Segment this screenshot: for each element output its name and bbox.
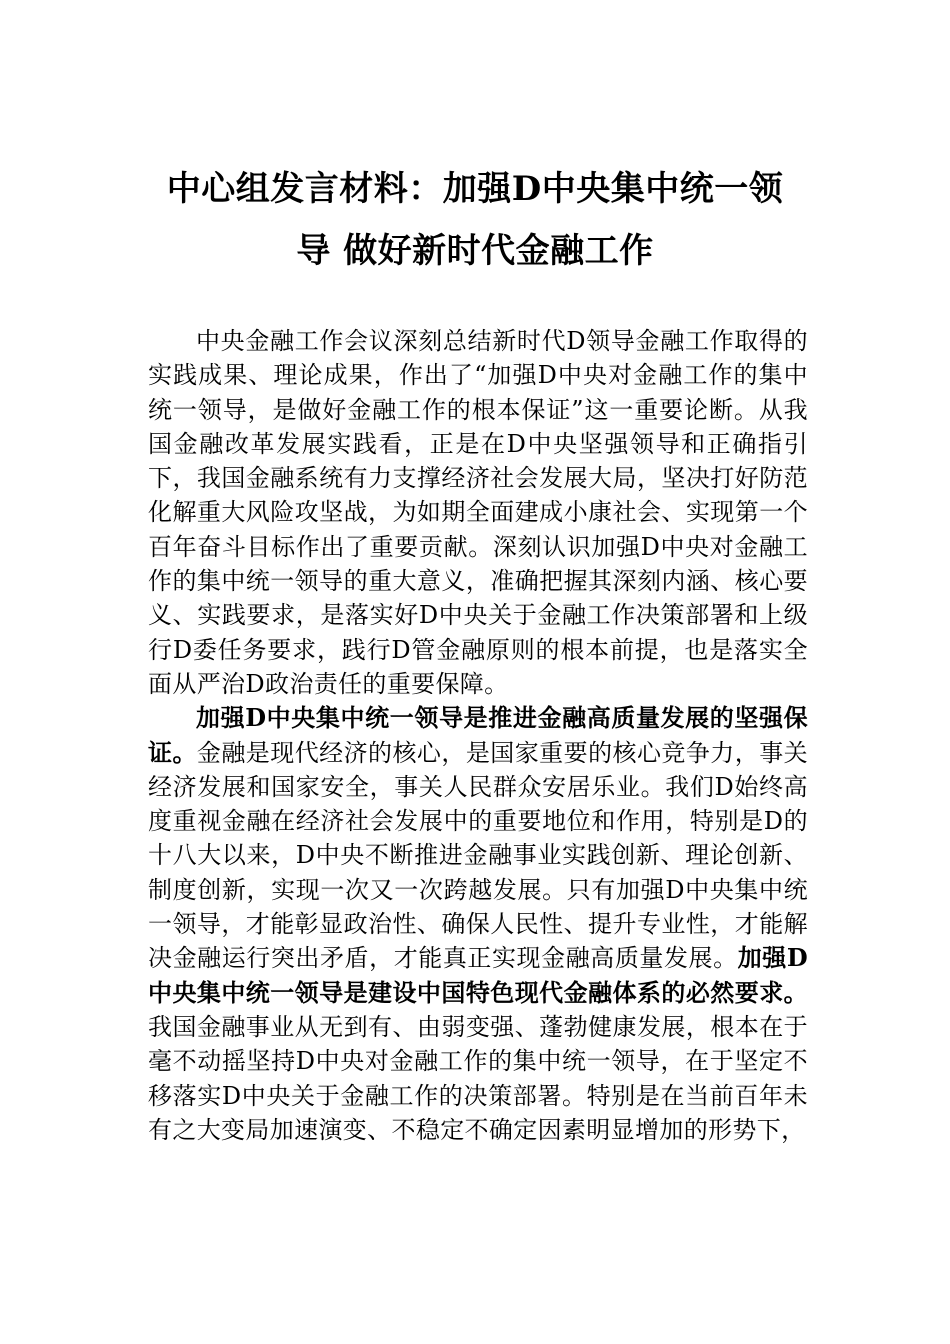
paragraph-2 [148,701,808,1147]
paragraph-text: 中央金融工作会议深刻总结新时代D领导金融工作取得的实践成果、理论成果，作出了“加强D中央对金融工作的集中统一领导，是做好金融工作的根本保证”这一重要论断。从我国金融改革发展实践看，正是在D中央坚强领导和正确指引下，我国金融系统有力支撑经济社会发展大局，坚决打好防范化解重大风险攻坚战，为如期全面建成小康社会、实现第一个百年奋斗目标作出了重要贡献。深刻认识加强D中央对金融工作的集中统一领导的重大意义，准确把握其深刻内涵、核心要义、实践要求，是落实好D中央关于金融工作决策部署和上级行D委任务要求，践行D管金融原则的根本前提，也是落实全面从严治D政治责任的重要保障。 [148,327,808,698]
document-body [148,324,808,1147]
paragraph-heading: 加强D中央集中统一领导是推进金融高质量发展的坚强保证。 [148,703,808,767]
title-line-2: 导 做好新时代金融工作 [296,231,654,271]
paragraph-heading: 加强D中央集中统一领导是建设中国特色现代金融体系的必然要求。 [148,943,808,1007]
paragraph-text: 金融是现代经济的核心，是国家重要的核心竞争力，事关经济发展和国家安全，事关人民群众安居乐业。我们D始终高度重视金融在经济社会发展中的重要地位和作用，特别是D的十八大以来，D中央不断推进金融事业实践创新、理论创新、制度创新，实现一次又一次跨越发展。只有加强D中央集中统一领导，才能彰显政治性、确保人民性、提升专业性，才能解决金融运行突出矛盾，才能真正实现金融高质量发展。 [148,738,809,973]
paragraph-1 [148,324,808,701]
paragraph-text: 我国金融事业从无到有、由弱变强、蓬勃健康发展，根本在于毫不动摇坚持D中央对金融工作的集中统一领导，在于坚定不移落实D中央关于金融工作的决策部署。特别是在当前百年未有之大变局加速演变、不稳定不确定因素明显增加的形势下， [148,1012,808,1144]
document-title [148,158,802,282]
title-line-1: 中心组发言材料：加强D中央集中统一领 [166,169,784,209]
